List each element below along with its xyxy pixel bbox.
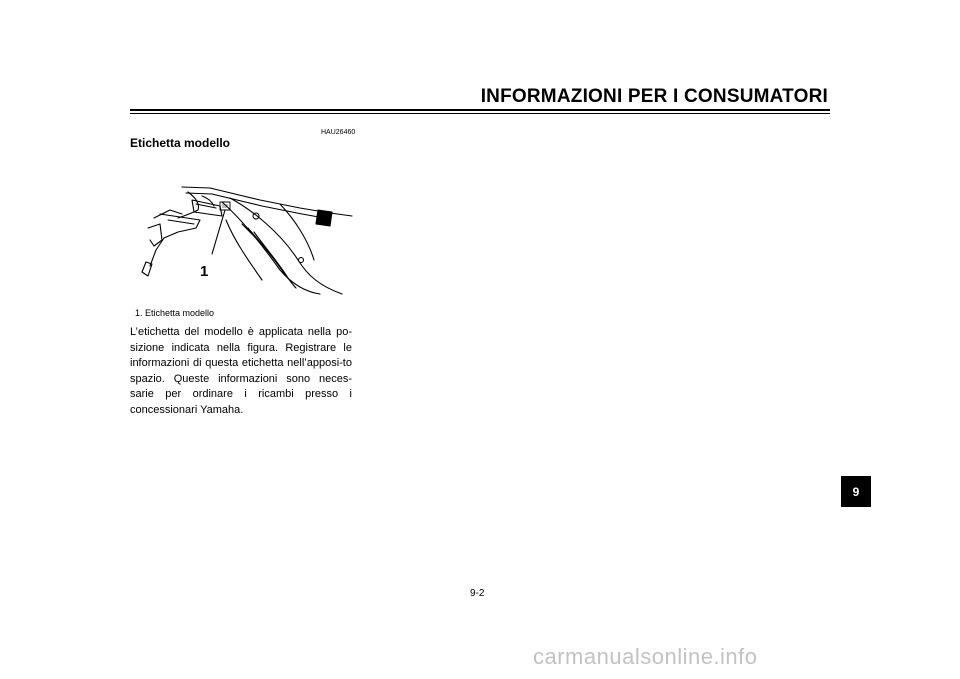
header-rule — [130, 109, 830, 111]
figure-caption: 1. Etichetta modello — [135, 308, 215, 318]
body-paragraph: L’etichetta del modello è applicata nella po-sizione indicata nella figura. Registrare le informazioni di questa etichetta nell’apposi-to spazio. Queste informazioni sono neces-sarie per ordinare i ricambi presso i concessionari Yamaha. — [130, 326, 352, 416]
section-code: HAU26460 — [321, 129, 356, 136]
header-rule-thin — [130, 113, 830, 114]
section-heading: Etichetta modello — [130, 136, 231, 150]
model-label-illustration — [130, 180, 354, 296]
watermark: carmanualsonline.info — [533, 644, 758, 669]
page-number: 9-2 — [470, 588, 485, 599]
chapter-tab[interactable]: 9 — [841, 476, 871, 507]
figure-callout-number: 1 — [200, 263, 209, 280]
page-title: INFORMAZIONI PER I CONSUMATORI — [480, 86, 828, 107]
